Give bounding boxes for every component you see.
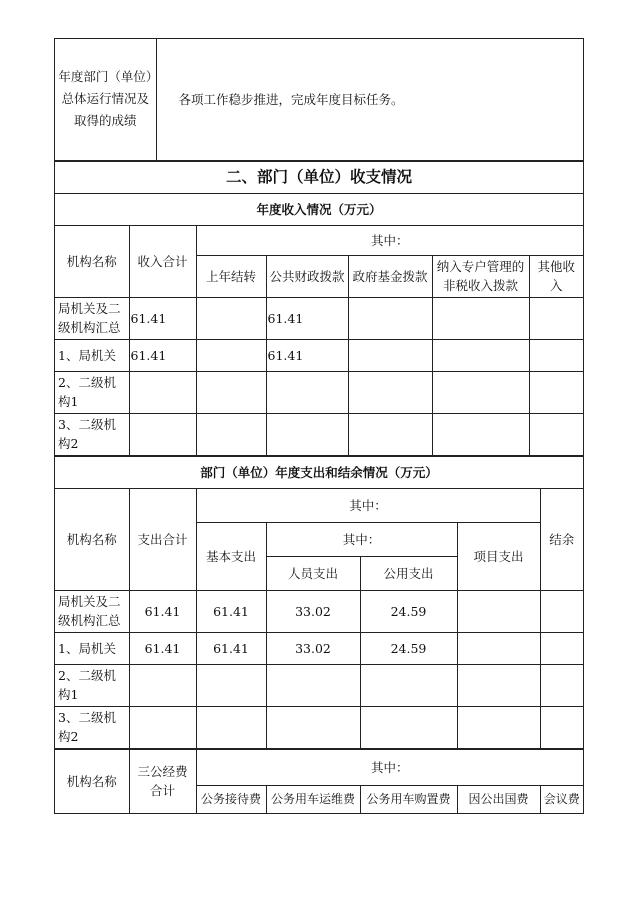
row-cell: 61.41 <box>266 339 348 371</box>
table-row <box>55 590 583 632</box>
row-cell <box>196 339 266 371</box>
three-public-header-col: 因公出国费 <box>457 785 540 813</box>
section-title: 二、部门（单位）收支情况 <box>55 161 583 193</box>
three-public-header-among: 其中： <box>196 749 583 785</box>
row-public <box>360 706 457 748</box>
expense-header-balance: 结余 <box>540 488 583 590</box>
row-cell <box>348 339 432 371</box>
row-project <box>457 706 540 748</box>
row-cell <box>196 371 266 413</box>
row-cell <box>432 297 529 339</box>
row-balance <box>540 590 583 632</box>
three-public-table <box>55 749 583 814</box>
table-row <box>55 371 583 413</box>
row-personnel <box>266 664 360 706</box>
table-row <box>55 664 583 706</box>
row-basic: 61.41 <box>196 590 266 632</box>
row-total: 61.41 <box>129 590 196 632</box>
row-public: 24.59 <box>360 632 457 664</box>
income-header-among: 其中： <box>196 225 583 255</box>
row-cell <box>348 371 432 413</box>
row-basic <box>196 664 266 706</box>
row-cell <box>348 413 432 455</box>
row-name: 局机关及二级机构汇总 <box>55 590 129 632</box>
row-personnel: 33.02 <box>266 632 360 664</box>
expense-header-among2: 其中： <box>266 522 457 556</box>
three-public-header-col: 会议费 <box>540 785 583 813</box>
income-title: 年度收入情况（万元） <box>55 193 583 225</box>
row-cell <box>196 413 266 455</box>
row-name: 1、局机关 <box>55 339 129 371</box>
row-name: 2、二级机构1 <box>55 371 129 413</box>
expense-header-basic: 基本支出 <box>196 522 266 590</box>
expense-header-among: 其中： <box>196 488 540 522</box>
row-name: 1、局机关 <box>55 632 129 664</box>
row-balance <box>540 706 583 748</box>
row-total: 61.41 <box>129 632 196 664</box>
expense-title: 部门（单位）年度支出和结余情况（万元） <box>55 456 583 488</box>
summary-table <box>55 39 583 161</box>
row-total <box>129 371 196 413</box>
three-public-header-col: 公务接待费 <box>196 785 266 813</box>
income-header-col: 其他收入 <box>529 255 583 297</box>
row-cell <box>529 339 583 371</box>
row-cell <box>432 413 529 455</box>
row-cell <box>529 413 583 455</box>
expense-header-total: 支出合计 <box>129 488 196 590</box>
row-cell <box>529 297 583 339</box>
expense-header-org: 机构名称 <box>55 488 129 590</box>
three-public-header-col: 公务用车购置费 <box>360 785 457 813</box>
row-name: 3、二级机构2 <box>55 413 129 455</box>
table-row <box>55 339 583 371</box>
income-header-col: 上年结转 <box>196 255 266 297</box>
expense-header-public: 公用支出 <box>360 556 457 590</box>
row-cell <box>266 413 348 455</box>
income-header-total: 收入合计 <box>129 225 196 297</box>
row-project <box>457 590 540 632</box>
row-balance <box>540 632 583 664</box>
row-project <box>457 664 540 706</box>
row-name: 2、二级机构1 <box>55 664 129 706</box>
row-total <box>129 664 196 706</box>
income-header-col: 纳入专户管理的非税收入拨款 <box>432 255 529 297</box>
row-name: 局机关及二级机构汇总 <box>55 297 129 339</box>
expense-header-project: 项目支出 <box>457 522 540 590</box>
row-total <box>129 706 196 748</box>
expense-header-personnel: 人员支出 <box>266 556 360 590</box>
income-header-col: 政府基金拨款 <box>348 255 432 297</box>
row-cell <box>196 297 266 339</box>
row-name: 3、二级机构2 <box>55 706 129 748</box>
row-cell <box>432 339 529 371</box>
row-total: 61.41 <box>129 297 196 339</box>
row-project <box>457 632 540 664</box>
three-public-header-total: 三公经费合计 <box>129 749 196 813</box>
expense-table <box>55 456 583 749</box>
row-cell <box>266 371 348 413</box>
report-frame <box>54 38 584 814</box>
row-cell <box>348 297 432 339</box>
row-cell <box>432 371 529 413</box>
row-personnel <box>266 706 360 748</box>
income-table <box>55 161 583 456</box>
row-public: 24.59 <box>360 590 457 632</box>
table-row <box>55 632 583 664</box>
row-basic <box>196 706 266 748</box>
table-row <box>55 297 583 339</box>
table-row <box>55 706 583 748</box>
income-header-org: 机构名称 <box>55 225 129 297</box>
row-total <box>129 413 196 455</box>
row-public <box>360 664 457 706</box>
summary-content: 各项工作稳步推进，完成年度目标任务。 <box>156 39 583 160</box>
row-personnel: 33.02 <box>266 590 360 632</box>
income-header-col: 公共财政拨款 <box>266 255 348 297</box>
three-public-header-col: 公务用车运维费 <box>266 785 360 813</box>
row-cell: 61.41 <box>266 297 348 339</box>
row-total: 61.41 <box>129 339 196 371</box>
summary-label: 年度部门（单位）总体运行情况及取得的成绩 <box>55 39 156 160</box>
row-balance <box>540 664 583 706</box>
row-basic: 61.41 <box>196 632 266 664</box>
table-row <box>55 413 583 455</box>
three-public-header-org: 机构名称 <box>55 749 129 813</box>
row-cell <box>529 371 583 413</box>
